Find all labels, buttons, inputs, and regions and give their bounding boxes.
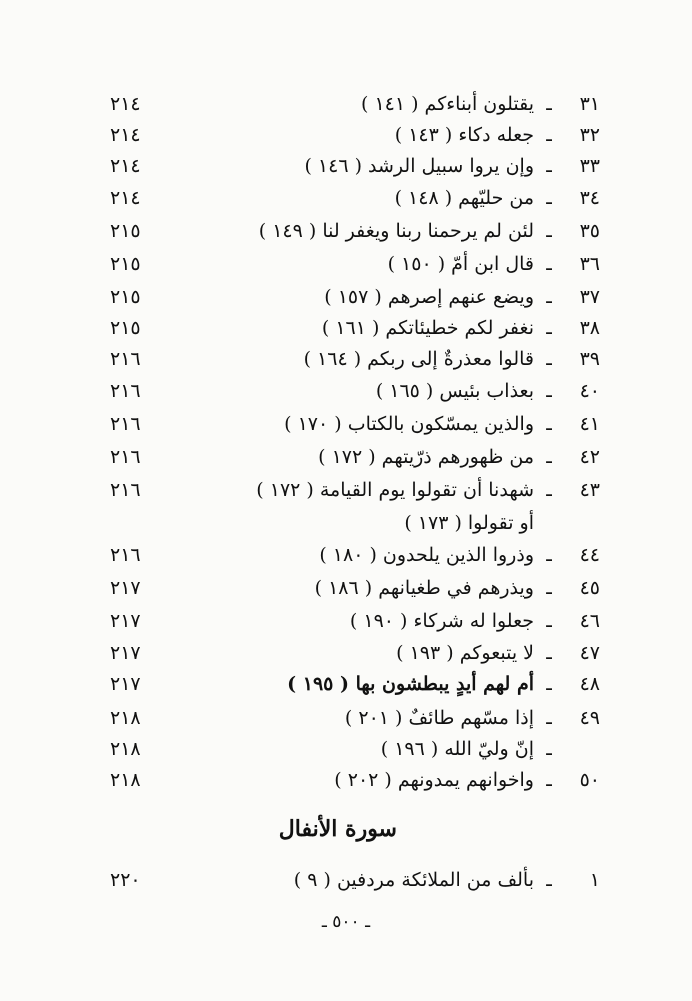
entry-page: ٢١٦ bbox=[110, 413, 141, 435]
entry-page: ٢١٨ bbox=[110, 738, 141, 760]
entry-dash: ـ bbox=[546, 707, 552, 729]
index-entry bbox=[110, 606, 600, 636]
index-entry bbox=[110, 508, 618, 538]
entry-dash: ـ bbox=[546, 446, 552, 468]
entry-dash: ـ bbox=[546, 769, 552, 791]
entry-text: جعله دكاء ( ١٤٣ ) bbox=[394, 124, 534, 146]
entry-text: شهدنا أن تقولوا يوم القيامة ( ١٧٢ ) bbox=[256, 479, 534, 501]
entry-dash: ـ bbox=[546, 124, 552, 146]
entry-number: ٤٣ bbox=[579, 479, 600, 501]
index-entry bbox=[110, 344, 600, 374]
entry-text: بألف من الملائكة مردفين ( ٩ ) bbox=[293, 869, 534, 891]
entry-page: ٢١٤ bbox=[110, 187, 141, 209]
entry-number: ٣٨ bbox=[579, 317, 600, 339]
index-entry bbox=[110, 120, 600, 150]
entry-dash: ـ bbox=[546, 642, 552, 664]
index-entry bbox=[110, 573, 600, 603]
entry-text: قال ابن أمّ ( ١٥٠ ) bbox=[387, 253, 534, 275]
entry-number: ٤٢ bbox=[579, 446, 600, 468]
entry-text: أم لهم أيدٍ يبطشون بها ( ١٩٥ ) bbox=[287, 673, 534, 695]
entry-dash: ـ bbox=[546, 673, 552, 695]
entry-text: ويضع عنهم إصرهم ( ١٥٧ ) bbox=[324, 286, 534, 308]
entry-dash: ـ bbox=[546, 93, 552, 115]
entry-page: ٢١٧ bbox=[110, 642, 141, 664]
entry-number: ٣٤ bbox=[579, 187, 600, 209]
entry-page: ٢١٦ bbox=[110, 348, 141, 370]
index-entry bbox=[110, 282, 600, 312]
entry-number: ٤٤ bbox=[579, 544, 600, 566]
entry-number: ٥٠ bbox=[579, 769, 600, 791]
entry-number: ٣٣ bbox=[579, 155, 600, 177]
index-entry bbox=[110, 183, 600, 213]
entry-page: ٢١٤ bbox=[110, 155, 141, 177]
entry-text: نغفر لكم خطيئاتكم ( ١٦١ ) bbox=[321, 317, 534, 339]
entry-number: ٤٩ bbox=[579, 707, 600, 729]
entry-number: ١ bbox=[589, 869, 600, 891]
entry-dash: ـ bbox=[546, 220, 552, 242]
entry-page: ٢١٨ bbox=[110, 707, 141, 729]
entry-dash: ـ bbox=[546, 544, 552, 566]
index-entry bbox=[110, 638, 600, 668]
entry-dash: ـ bbox=[546, 380, 552, 402]
entry-text: جعلوا له شركاء ( ١٩٠ ) bbox=[349, 610, 534, 632]
entry-text: أو تقولوا ( ١٧٣ ) bbox=[404, 512, 534, 534]
entry-dash: ـ bbox=[546, 479, 552, 501]
entry-number: ٤٨ bbox=[579, 673, 600, 695]
entry-page: ٢١٧ bbox=[110, 610, 141, 632]
entry-text: بعذاب بئيس ( ١٦٥ ) bbox=[375, 380, 534, 402]
entry-dash: ـ bbox=[546, 869, 552, 891]
entry-text: لا يتبعوكم ( ١٩٣ ) bbox=[396, 642, 534, 664]
entry-dash: ـ bbox=[546, 413, 552, 435]
entry-text: إذا مسّهم طائفٌ ( ٢٠١ ) bbox=[344, 707, 534, 729]
entry-page: ٢١٦ bbox=[110, 446, 141, 468]
entry-number: ٣٧ bbox=[579, 286, 600, 308]
entry-text: إنّ وليّ الله ( ١٩٦ ) bbox=[380, 738, 534, 760]
entry-dash: ـ bbox=[546, 286, 552, 308]
entry-text: ويذرهم في طغيانهم ( ١٨٦ ) bbox=[314, 577, 534, 599]
entry-text: لئن لم يرحمنا ربنا ويغفر لنا ( ١٤٩ ) bbox=[258, 220, 534, 242]
entry-text: من حليّهم ( ١٤٨ ) bbox=[394, 187, 534, 209]
entry-page: ٢١٨ bbox=[110, 769, 141, 791]
index-entry bbox=[110, 216, 600, 246]
index-entry bbox=[110, 376, 600, 406]
entry-number: ٤٥ bbox=[579, 577, 600, 599]
index-entry bbox=[110, 442, 600, 472]
index-entry bbox=[110, 89, 600, 119]
entry-text: قالوا معذرةٌ إلى ربكم ( ١٦٤ ) bbox=[303, 348, 534, 370]
entry-dash: ـ bbox=[546, 253, 552, 275]
entry-page: ٢١٥ bbox=[110, 286, 141, 308]
index-entry bbox=[110, 865, 600, 895]
entry-page: ٢١٤ bbox=[110, 93, 141, 115]
entry-text: والذين يمسّكون بالكتاب ( ١٧٠ ) bbox=[284, 413, 534, 435]
entry-page: ٢٢٠ bbox=[110, 869, 141, 891]
entry-text: وإن يروا سبيل الرشد ( ١٤٦ ) bbox=[304, 155, 534, 177]
index-entry bbox=[110, 249, 600, 279]
index-entry bbox=[110, 765, 600, 795]
index-entry bbox=[110, 409, 600, 439]
entry-page: ٢١٧ bbox=[110, 673, 141, 695]
index-entry bbox=[110, 734, 600, 764]
entry-text: وذروا الذين يلحدون ( ١٨٠ ) bbox=[319, 544, 534, 566]
entry-number: ٣١ bbox=[579, 93, 600, 115]
entry-page: ٢١٦ bbox=[110, 479, 141, 501]
entry-dash: ـ bbox=[546, 317, 552, 339]
index-entry bbox=[110, 313, 600, 343]
index-entry bbox=[110, 669, 600, 699]
entry-page: ٢١٤ bbox=[110, 124, 141, 146]
entry-dash: ـ bbox=[546, 577, 552, 599]
index-entry bbox=[110, 475, 600, 505]
entry-text: واخوانهم يمدونهم ( ٢٠٢ ) bbox=[334, 769, 534, 791]
entry-page: ٢١٦ bbox=[110, 380, 141, 402]
entry-number: ٣٢ bbox=[579, 124, 600, 146]
entry-dash: ـ bbox=[546, 610, 552, 632]
entry-number: ٣٥ bbox=[579, 220, 600, 242]
entry-dash: ـ bbox=[546, 348, 552, 370]
entry-text: من ظهورهم ذرّيتهم ( ١٧٢ ) bbox=[318, 446, 534, 468]
index-entry bbox=[110, 703, 600, 733]
entry-page: ٢١٥ bbox=[110, 253, 141, 275]
entry-dash: ـ bbox=[546, 738, 552, 760]
entry-number: ٤١ bbox=[579, 413, 600, 435]
entry-number: ٤٦ bbox=[579, 610, 600, 632]
entry-page: ٢١٧ bbox=[110, 577, 141, 599]
entry-dash: ـ bbox=[546, 187, 552, 209]
index-entry bbox=[110, 540, 600, 570]
entry-page: ٢١٦ bbox=[110, 544, 141, 566]
page-number: ـ ٥٠٠ ـ bbox=[321, 912, 371, 932]
entry-number: ٤٠ bbox=[579, 380, 600, 402]
entry-number: ٣٩ bbox=[579, 348, 600, 370]
entry-number: ٣٦ bbox=[579, 253, 600, 275]
entry-dash: ـ bbox=[546, 155, 552, 177]
entry-page: ٢١٥ bbox=[110, 317, 141, 339]
entry-page: ٢١٥ bbox=[110, 220, 141, 242]
entry-number: ٤٧ bbox=[579, 642, 600, 664]
index-entry bbox=[110, 151, 600, 181]
section-heading: سورة الأنفال bbox=[278, 816, 397, 842]
entry-text: يقتلون أبناءكم ( ١٤١ ) bbox=[360, 93, 534, 115]
